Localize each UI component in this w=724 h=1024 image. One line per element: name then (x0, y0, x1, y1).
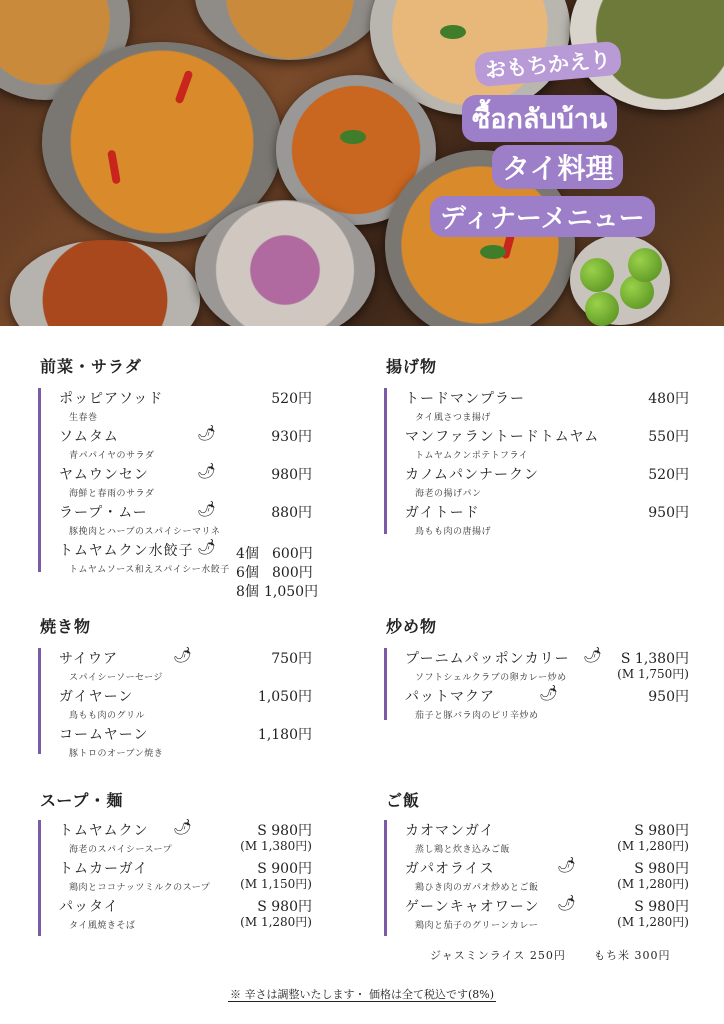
item-name: ゲーンキャオワーン (405, 899, 540, 915)
header-takeout-label: おもちかえり (474, 41, 622, 88)
item-price-m: (M 1,150円) (240, 877, 312, 891)
item-price: 880円 (271, 505, 312, 521)
section-rice (384, 820, 689, 936)
herb-garnish (340, 130, 366, 144)
item-desc: タイ風さつま揚げ (415, 413, 491, 423)
chili-icon: 🌶 (557, 856, 577, 874)
item-name: ポッピアソッド (59, 391, 164, 407)
extra-sticky-rice: もち米 300円 (594, 949, 671, 962)
chili-icon: 🌶 (173, 818, 193, 836)
size-price: 800円 (272, 565, 313, 581)
chili-icon: 🌶 (197, 538, 217, 556)
menu-item (405, 648, 689, 686)
item-desc: タイ風焼きそば (69, 921, 136, 931)
item-price: 750円 (271, 651, 312, 667)
menu-item (59, 464, 312, 502)
item-price-m: (M 1,380円) (240, 839, 312, 853)
menu-item (59, 388, 312, 426)
item-name: トムヤムクン (59, 823, 149, 839)
section-fried (384, 388, 689, 537)
item-desc: 鶏ひき肉のガパオ炒めとご飯 (415, 883, 539, 893)
item-desc: 豚トロのオーブン焼き (69, 749, 164, 759)
section-title-soup-noodles: スープ・麺 (40, 791, 124, 810)
menu-item (405, 502, 689, 540)
section-title-stirfried: 炒め物 (386, 617, 438, 636)
item-name: コームヤーン (59, 727, 149, 743)
header-thai-cuisine: タイ料理 (492, 145, 623, 189)
menu-item (405, 896, 689, 934)
item-name: マンファラントードトムヤム (405, 429, 600, 445)
herb-garnish (440, 25, 466, 39)
menu-item (405, 464, 689, 502)
section-title-fried: 揚げ物 (386, 357, 438, 376)
item-price: S 980円 (257, 823, 312, 839)
item-price: 480円 (648, 391, 689, 407)
item-desc: 海鮮と春雨のサラダ (69, 489, 155, 499)
item-price: S 980円 (634, 899, 689, 915)
item-name: パットマクア (405, 689, 495, 705)
item-price-m: (M 1,280円) (617, 877, 689, 891)
item-price: 520円 (648, 467, 689, 483)
footnote-text: ※ 辛さは調整いたします・ 価格は全て税込です(8%) (229, 988, 495, 1001)
extra-jasmine-rice: ジャスミンライス 250円 (430, 949, 566, 962)
item-price: 950円 (648, 505, 689, 521)
item-name: ソムタム (59, 429, 119, 445)
menu-item (405, 858, 689, 896)
section-stirfried (384, 648, 689, 720)
item-price: S 900円 (257, 861, 312, 877)
item-price: 520円 (271, 391, 312, 407)
item-desc: ソフトシェルクラブの卵カレー炒め (415, 673, 567, 683)
item-price-m: (M 1,280円) (240, 915, 312, 929)
lime-image (585, 292, 619, 326)
section-title-appetizers: 前菜・サラダ (40, 357, 142, 376)
dumpling-size-prices (236, 545, 319, 602)
item-desc: 生春巻 (69, 413, 98, 423)
size-price: 1,050円 (264, 584, 319, 600)
section-title-rice: ご飯 (386, 791, 421, 810)
item-price-m: (M 1,750円) (617, 667, 689, 681)
item-name: ガイヤーン (59, 689, 134, 705)
menu-item (59, 896, 312, 934)
chili-icon: 🌶 (197, 424, 217, 442)
chili-icon: 🌶 (173, 646, 193, 664)
menu-item (405, 686, 689, 724)
menu-item (59, 858, 312, 896)
item-desc: 茄子と豚バラ肉のピリ辛炒め (415, 711, 539, 721)
hero-photo (0, 0, 724, 326)
menu-item (59, 426, 312, 464)
item-desc: スパイシーソーセージ (69, 673, 163, 683)
chili-icon: 🌶 (539, 684, 559, 702)
item-price: S 1,380円 (620, 651, 689, 667)
lime-image (628, 248, 662, 282)
dish-salad-image (195, 0, 385, 60)
item-desc: 青パパイヤのサラダ (69, 451, 155, 461)
item-price: 980円 (271, 467, 312, 483)
item-name: トムカーガイ (59, 861, 149, 877)
menu-item (59, 648, 312, 686)
item-desc: 鳥もも肉のグリル (69, 711, 146, 721)
section-soup-noodles (38, 820, 312, 936)
size-qty: 8個 (236, 584, 259, 600)
item-name: ヤムウンセン (59, 467, 149, 483)
item-name: カノムパンナークン (405, 467, 540, 483)
menu-item (59, 686, 312, 724)
item-desc: 蒸し鶏と炊き込みご飯 (415, 845, 511, 855)
item-price: 1,050円 (257, 689, 312, 705)
item-price: 930円 (271, 429, 312, 445)
size-qty: 6個 (236, 565, 259, 581)
item-name: ガパオライス (405, 861, 495, 877)
size-price: 600円 (272, 546, 313, 562)
menu-item (405, 820, 689, 858)
item-price-m: (M 1,280円) (617, 915, 689, 929)
chili-icon: 🌶 (197, 462, 217, 480)
header-thai-label: ซื้อกลับบ้าน (462, 95, 617, 142)
chili-icon: 🌶 (197, 500, 217, 518)
size-qty: 4個 (236, 546, 259, 562)
item-name: トードマンプラー (405, 391, 525, 407)
chili-icon: 🌶 (583, 646, 603, 664)
menu-item (59, 724, 312, 762)
item-name: ラープ・ムー (59, 505, 148, 521)
header-dinner-menu: ディナーメニュー (430, 196, 655, 237)
item-desc: 海老の揚げパン (415, 489, 482, 499)
menu-item (59, 820, 312, 858)
item-desc: トムヤムクンポテトフライ (415, 451, 529, 461)
item-desc: 鶏肉とココナッツミルクのスープ (69, 883, 211, 893)
item-desc: 豚挽肉とハーブのスパイシーマリネ (69, 527, 221, 537)
item-price: S 980円 (634, 861, 689, 877)
footnote (0, 986, 724, 1002)
item-name: プーニムパッポンカリー (405, 651, 570, 667)
item-price: S 980円 (634, 823, 689, 839)
item-name: カオマンガイ (405, 823, 495, 839)
item-price: 950円 (648, 689, 689, 705)
section-title-grilled: 焼き物 (40, 617, 92, 636)
menu-item (59, 502, 312, 540)
dish-sauce-image (10, 240, 200, 326)
item-name: トムヤムクン水餃子 (59, 543, 194, 559)
item-price: S 980円 (257, 899, 312, 915)
item-desc: 鶏肉と茄子のグリーンカレー (415, 921, 539, 931)
item-name: ガイトード (405, 505, 480, 521)
lime-image (580, 258, 614, 292)
item-price-m: (M 1,280円) (617, 839, 689, 853)
section-grilled (38, 646, 312, 759)
herb-garnish (480, 245, 506, 259)
item-desc: 海老のスパイシースープ (69, 845, 173, 855)
item-name: サイウア (59, 651, 119, 667)
item-desc: トムヤムソース和えスパイシー水餃子 (69, 565, 230, 575)
chili-icon: 🌶 (557, 894, 577, 912)
item-name: パッタイ (59, 899, 119, 915)
item-price: 1,180円 (257, 727, 312, 743)
item-desc: 鳥もも肉の唐揚げ (415, 527, 492, 537)
item-price: 550円 (648, 429, 689, 445)
menu-item (405, 388, 689, 426)
menu-item (405, 426, 689, 464)
